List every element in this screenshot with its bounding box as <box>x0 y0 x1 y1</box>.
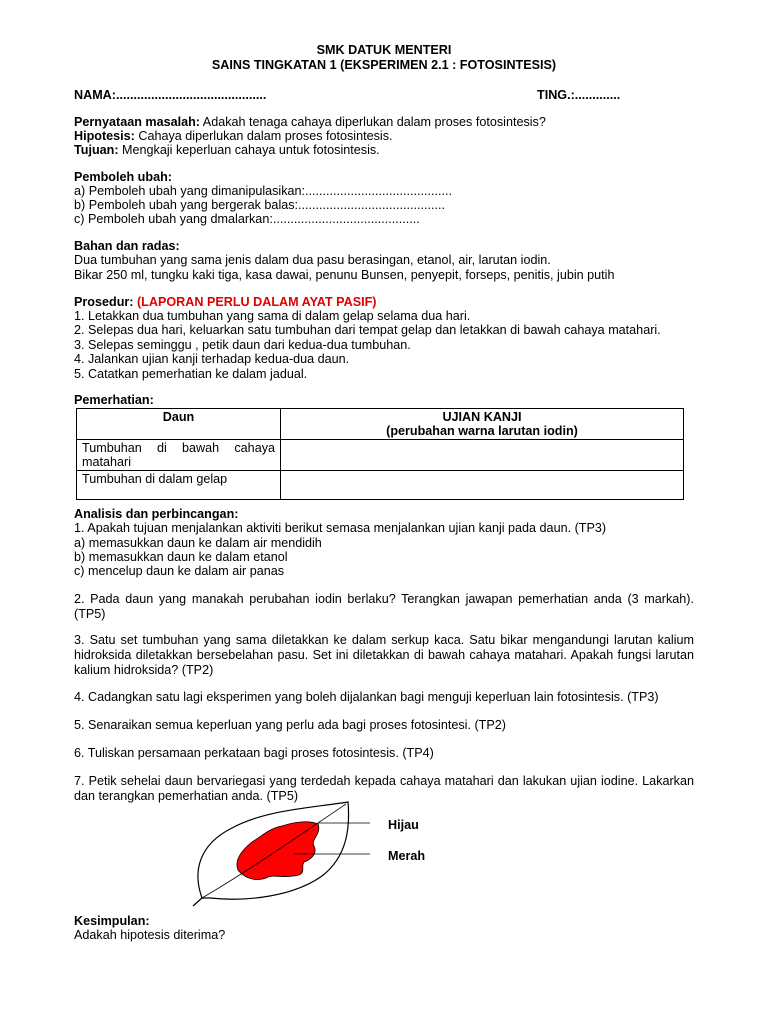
aim-label: Tujuan: <box>74 143 119 157</box>
question-1-option: b) memasukkan daun ke dalam etanol <box>74 550 288 564</box>
question-1-option: a) memasukkan daun ke dalam air mendidih <box>74 536 322 550</box>
question-4: 4. Cadangkan satu lagi eksperimen yang boleh dijalankan bagi menguji keperluan lain fotosintesis. (TP3) <box>74 690 659 704</box>
hypothesis-label: Hipotesis: <box>74 129 135 143</box>
procedure-label: Prosedur: <box>74 295 134 309</box>
leaf-stalk <box>193 898 202 906</box>
analysis-heading: Analisis dan perbincangan: <box>74 507 239 521</box>
row-value-sunlight[interactable] <box>281 440 684 471</box>
row-label-sunlight: Tumbuhan di bawah cahaya matahari <box>77 440 281 471</box>
aim <box>74 143 380 158</box>
variable-manipulated: a) Pemboleh ubah yang dimanipulasikan:.......................................... <box>74 184 452 198</box>
header-cell-leaf: Daun <box>77 409 281 440</box>
problem-text: Adakah tenaga cahaya diperlukan dalam proses fotosintesis? <box>200 115 546 129</box>
question-2: 2. Pada daun yang manakah perubahan iodin berlaku? Terangkan jawapan pemerhatian anda (3 markah). (TP5) <box>74 592 694 621</box>
header-cell-starch-test <box>281 409 684 440</box>
procedure-step: 5. Catatkan pemerhatian ke dalam jadual. <box>74 367 308 381</box>
table-row <box>77 471 684 500</box>
conclusion-heading: Kesimpulan: <box>74 914 150 928</box>
hypothesis <box>74 129 393 144</box>
materials-heading: Bahan dan radas: <box>74 239 180 253</box>
worksheet-title: SAINS TINGKATAN 1 (EKSPERIMEN 2.1 : FOTOSINTESIS) <box>211 58 557 72</box>
observation-heading: Pemerhatian: <box>74 393 154 407</box>
procedure-note: (LAPORAN PERLU DALAM AYAT PASIF) <box>136 295 377 309</box>
procedure-heading <box>74 295 377 310</box>
variegated-leaf-diagram <box>190 798 370 910</box>
question-1-option: c) mencelup daun ke dalam air panas <box>74 564 285 578</box>
hypothesis-text: Cahaya diperlukan dalam proses fotosintesis. <box>134 129 393 143</box>
school-title: SMK DATUK MENTERI <box>316 43 452 57</box>
procedure-step: 2. Selepas dua hari, keluarkan satu tumbuhan dari tempat gelap dan letakkan di bawah cahaya matahari. <box>74 323 661 337</box>
class-field: TING.:............. <box>537 88 621 102</box>
name-field: NAMA:........................................... <box>74 88 267 102</box>
question-6: 6. Tuliskan persamaan perkataan bagi proses fotosintesis. (TP4) <box>74 746 434 760</box>
procedure-step: 1. Letakkan dua tumbuhan yang sama di dalam gelap selama dua hari. <box>74 309 471 323</box>
problem-label: Pernyataan masalah: <box>74 115 200 129</box>
starch-test-title: UJIAN KANJI <box>442 410 522 424</box>
apparatus-line: Bikar 250 ml, tungku kaki tiga, kasa dawai, penunu Bunsen, penyepit, forseps, penitis, jubin putih <box>74 268 615 282</box>
label-green: Hijau <box>388 818 419 832</box>
procedure-step: 3. Selepas seminggu , petik daun dari kedua-dua tumbuhan. <box>74 338 411 352</box>
table-header-row <box>77 409 684 440</box>
question-7: 7. Petik sehelai daun bervariegasi yang terdedah kepada cahaya matahari dan lakukan ujian iodine. Lakarkan dan terangkan pemerhatian anda. (TP5) <box>74 774 694 803</box>
conclusion-question: Adakah hipotesis diterima? <box>74 928 226 942</box>
row-label-dark: Tumbuhan di dalam gelap <box>77 471 281 500</box>
variable-constant: c) Pemboleh ubah yang dmalarkan:.......................................... <box>74 212 420 226</box>
materials-line: Dua tumbuhan yang sama jenis dalam dua pasu berasingan, etanol, air, larutan iodin. <box>74 253 551 267</box>
problem-statement <box>74 115 546 130</box>
procedure-step: 4. Jalankan ujian kanji terhadap kedua-dua daun. <box>74 352 350 366</box>
aim-text: Mengkaji keperluan cahaya untuk fotosintesis. <box>118 143 380 157</box>
starch-test-subtitle: (perubahan warna larutan iodin) <box>386 424 578 438</box>
variables-heading: Pemboleh ubah: <box>74 170 172 184</box>
question-1: 1. Apakah tujuan menjalankan aktiviti berikut semasa menjalankan ujian kanji pada daun. (TP3) <box>74 521 607 535</box>
table-row <box>77 440 684 471</box>
observation-table <box>76 408 684 500</box>
question-5: 5. Senaraikan semua keperluan yang perlu ada bagi proses fotosintesi. (TP2) <box>74 718 506 732</box>
question-3: 3. Satu set tumbuhan yang sama diletakkan ke dalam serkup kaca. Satu bikar mengandungi larutan kalium hidroksida diletakkan bersebelahan pasu. Set ini diletakkan di bawah cahaya matahari. Apakah fungsi larutan kalium hidroksida? (TP2) <box>74 633 694 677</box>
variable-responding: b) Pemboleh ubah yang bergerak balas:.......................................... <box>74 198 445 212</box>
label-red: Merah <box>388 849 426 863</box>
row-value-dark[interactable] <box>281 471 684 500</box>
